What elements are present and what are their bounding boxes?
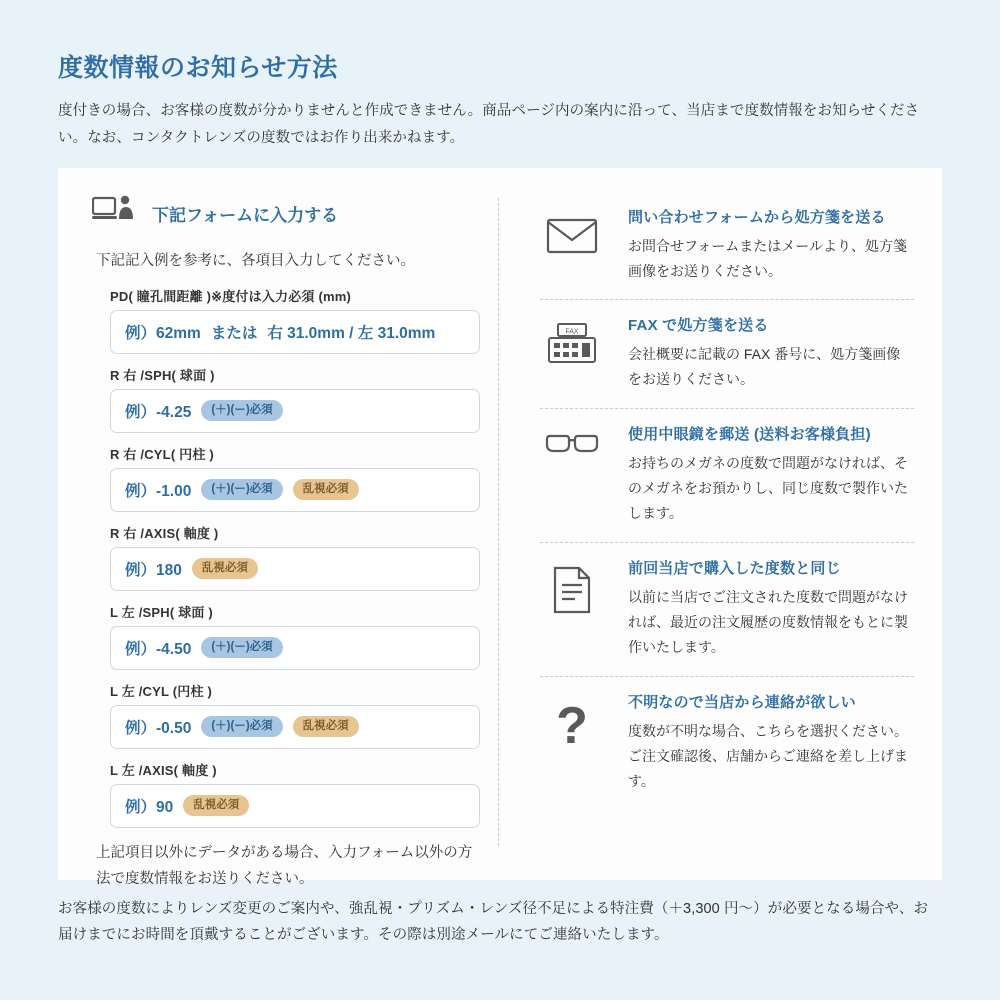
field-example-r-cyl: 例）-1.00	[125, 482, 192, 500]
method-title: 使用中眼鏡を郵送 (送料お客様負担)	[628, 426, 871, 444]
badge-sign-required: (＋)(ー)必須	[201, 400, 282, 421]
method-title: 不明なので当店から連絡が欲しい	[628, 693, 857, 711]
svg-text:?: ?	[556, 698, 588, 751]
field-example-r-axis: 例）180	[125, 561, 182, 579]
method-item-unknown[interactable]	[540, 677, 914, 810]
method-item-previous-order[interactable]	[540, 543, 914, 677]
field-input-r-axis[interactable]	[110, 547, 480, 591]
method-item-fax[interactable]	[540, 300, 914, 409]
field-example-pd-suffix: 右 31.0mm / 左 31.0mm	[267, 324, 436, 342]
field-input-l-sph[interactable]	[110, 626, 480, 670]
method-item-mail-glasses[interactable]	[540, 409, 914, 543]
field-label-r-axis: R 右 /AXIS( 軸度 )	[110, 525, 219, 541]
form-column	[58, 168, 498, 888]
field-input-l-cyl[interactable]	[110, 705, 480, 749]
field-example-pd-mid: または	[210, 324, 258, 342]
form-input-icon	[92, 194, 136, 233]
badge-astigmatism-required: 乱視必須	[293, 716, 359, 737]
methods-column	[498, 168, 942, 880]
method-text: お持ちのメガネの度数で問題がなければ、そのメガネをお預かりし、同じ度数で製作いたします。	[628, 455, 908, 522]
badge-sign-required: (＋)(ー)必須	[201, 716, 282, 737]
field-example-l-sph: 例）-4.50	[125, 640, 192, 658]
field-label-r-sph: R 右 /SPH( 球面 )	[110, 367, 215, 383]
fax-icon	[540, 314, 604, 392]
footer-note: お客様の度数によりレンズ変更のご案内や、強乱視・プリズム・レンズ径不足による特注費（＋3,300 円〜）が必要となる場合や、お届けまでにお時間を頂戴することがございます。その際は別途メールにてご連絡いたします。	[58, 900, 929, 944]
field-input-pd[interactable]	[110, 310, 480, 354]
envelope-icon	[540, 206, 604, 284]
field-input-r-sph[interactable]	[110, 389, 480, 433]
badge-astigmatism-required: 乱視必須	[293, 479, 359, 500]
field-label-pd: PD( 瞳孔間距離 )※度付は入力必須 (mm)	[110, 288, 352, 304]
document-icon	[540, 557, 604, 660]
badge-sign-required: (＋)(ー)必須	[201, 637, 282, 658]
info-card	[58, 168, 942, 888]
badge-sign-required: (＋)(ー)必須	[201, 479, 282, 500]
method-text: 度数が不明な場合、こちらを選択ください。ご注文確認後、店舗からご連絡を差し上げます。	[628, 722, 908, 789]
method-text: 以前に当店でご注文された度数で問題がなければ、最近の注文履歴の度数情報をもとに製作いたします。	[628, 588, 908, 655]
method-title: 前回当店で購入した度数と同じ	[628, 559, 841, 577]
form-column-footnote: 上記項目以外にデータがある場合、入力フォーム以外の方法で度数情報をお送りください。	[96, 844, 473, 888]
question-mark-icon	[540, 691, 604, 794]
badge-astigmatism-required: 乱視必須	[183, 795, 249, 816]
form-column-subtitle: 下記記入例を参考に、各項目入力してください。	[96, 252, 415, 269]
field-label-l-cyl: L 左 /CYL (円柱 )	[110, 683, 212, 699]
column-divider	[498, 198, 499, 846]
method-text: お問合せフォームまたはメールより、処方箋画像をお送りください。	[628, 237, 908, 279]
page-title: 度数情報のお知らせ方法	[58, 54, 338, 82]
glasses-icon	[540, 423, 604, 526]
field-label-l-axis: L 左 /AXIS( 軸度 )	[110, 762, 217, 778]
field-example-pd: 例）62mm	[125, 324, 201, 342]
field-input-r-cyl[interactable]	[110, 468, 480, 512]
badge-astigmatism-required: 乱視必須	[192, 558, 258, 579]
method-title: FAX で処方箋を送る	[628, 317, 769, 335]
field-example-l-cyl: 例）-0.50	[125, 719, 192, 737]
field-label-r-cyl: R 右 /CYL( 円柱 )	[110, 446, 214, 462]
svg-text:FAX: FAX	[565, 328, 579, 336]
method-text: 会社概要に記載の FAX 番号に、処方箋画像をお送りください。	[628, 346, 901, 388]
method-title: 問い合わせフォームから処方箋を送る	[628, 208, 886, 226]
method-item-contact-form[interactable]	[540, 192, 914, 301]
field-input-l-axis[interactable]	[110, 784, 480, 828]
intro-text: 度付きの場合、お客様の度数が分かりませんと作成できません。商品ページ内の案内に沿って、当店まで度数情報をお知らせください。なお、コンタクトレンズの度数ではお作り出来かねます。	[58, 103, 920, 146]
field-example-r-sph: 例）-4.25	[125, 403, 192, 421]
field-example-l-axis: 例）90	[125, 798, 174, 816]
form-column-title: 下記フォームに入力する	[152, 205, 339, 225]
field-label-l-sph: L 左 /SPH( 球面 )	[110, 604, 213, 620]
form-column-header	[92, 194, 480, 233]
